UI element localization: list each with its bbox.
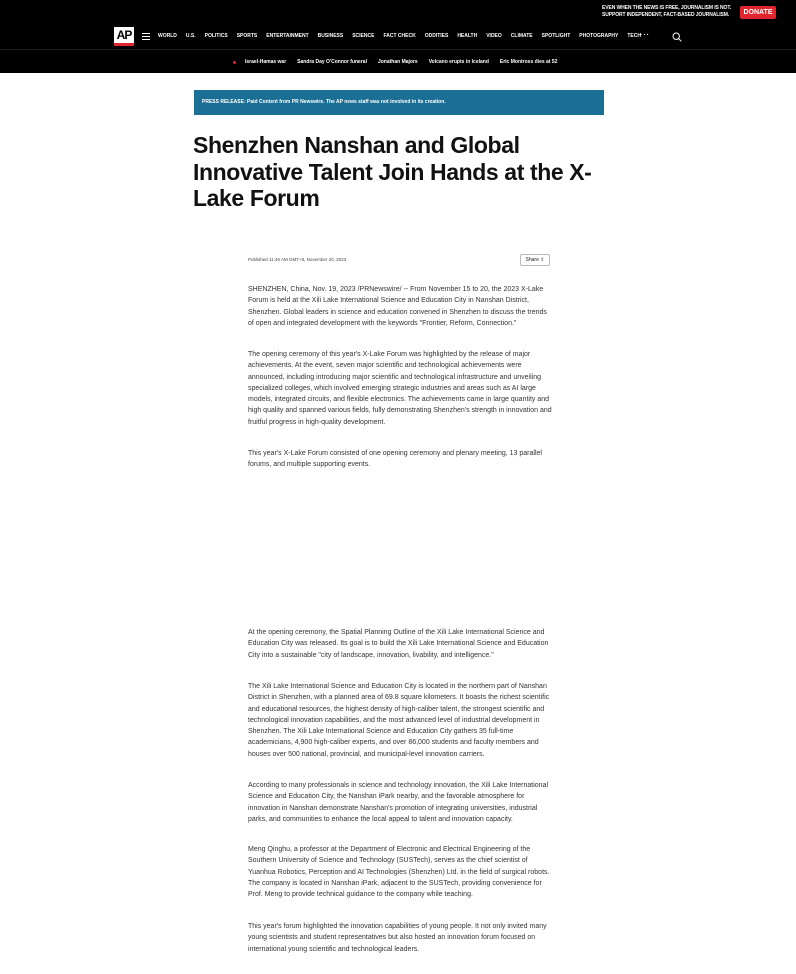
published-timestamp: Published 11:46 AM GMT+8, November 20, 2023: [248, 257, 347, 262]
top-promo-bar: [0, 0, 796, 24]
trending-bar: [0, 49, 796, 73]
press-release-banner: [194, 90, 604, 115]
nav-item-us[interactable]: U.S.: [185, 33, 196, 39]
nav-item-spotlight[interactable]: SPOTLIGHT: [541, 33, 571, 39]
trending-item[interactable]: Jonathan Majors: [377, 59, 418, 65]
nav-item-tech[interactable]: TECH: [627, 33, 641, 39]
article-paragraph: The opening ceremony of this year's X-Lake Forum was highlighted by the release of major achievements. At the event, seven major scientific and technological achievements were announced, including introducing major scientific and technological infrastructure and unveiling specialized colleges, which involved emerging strategic industries and areas such as AI large models, integrated circuits, and flexible electronics. The achievements came in large quantity and high quality and spanned various fields, fully demonstrating Shenzhen's strength in innovation and fruitful progress in high-quality development.: [248, 351, 552, 426]
nav-item-photography[interactable]: PHOTOGRAPHY: [579, 33, 619, 39]
trending-item[interactable]: Volcano erupts in Iceland: [428, 59, 489, 65]
trending-item[interactable]: Eric Montross dies at 52: [499, 59, 558, 65]
share-label: Share: [525, 257, 539, 263]
nav-item-health[interactable]: HEALTH: [457, 33, 478, 39]
article-paragraph: This year's forum highlighted the innovation capabilities of young people. It not only invited many young scientists and student representatives but also hosted an innovation forum focused on international young scientific and technological leaders.: [248, 923, 547, 953]
logo-text: AP: [116, 28, 132, 42]
nav-list: [158, 33, 641, 39]
share-button[interactable]: [520, 254, 550, 266]
nav-item-climate[interactable]: CLIMATE: [510, 33, 533, 39]
share-icon: ⇪: [540, 257, 545, 263]
logo-red-bar: [114, 43, 134, 46]
nav-item-world[interactable]: WORLD: [158, 33, 177, 39]
press-release-notice: PRESS RELEASE: Paid Content from PR Newswire. The AP news staff was not involved in its creation.: [202, 99, 446, 105]
article-paragraph: Meng Qinghu, a professor at the Department of Electronic and Electrical Engineering of the Southern University of Science and Technology (SUSTech), serves as the chief scientist of Yuanhua Robotics, Perception and AI Technologies (Shenzhen) Ltd. in the field of surgical robots. The company is located in Nanshan iPark, adjacent to the SUSTech, providing convenience for Prof. Meng to provide technical guidance to the company while teaching.: [248, 846, 550, 899]
ap-logo[interactable]: [114, 27, 134, 46]
nav-item-politics[interactable]: POLITICS: [204, 33, 228, 39]
trending-item[interactable]: Sandra Day O'Connor funeral: [297, 59, 367, 65]
nav-item-fact-check[interactable]: FACT CHECK: [383, 33, 416, 39]
trending-item[interactable]: Israel-Hamas war: [245, 59, 287, 65]
nav-item-video[interactable]: VIDEO: [486, 33, 502, 39]
donate-button[interactable]: DONATE: [740, 6, 776, 19]
nav-item-science[interactable]: SCIENCE: [352, 33, 375, 39]
article-paragraph: The Xili Lake International Science and Education City is located in the northern part of Nanshan District in Shenzhen, with a planned area of 69.8 square kilometers. It boasts the richest scientific and educational resources, the highest density of high-caliber talent, the strongest scientific and technological innovation capabilities, and the most advanced level of industrial development in Shenzhen. The Xili Lake International Science and Education City gathers 35 full-time academicians, 4,900 high-caliber experts, and over 86,000 students and faculty members and houses over 500 national, provincial, and municipal-level innovation carriers.: [248, 683, 550, 758]
main-nav: [0, 24, 796, 49]
support-promo[interactable]: [602, 5, 742, 19]
article-paragraph: This year's X-Lake Forum consisted of one opening ceremony and plenary meeting, 13 parallel forums, and multiple supporting events.: [248, 450, 542, 469]
promo-line-2: SUPPORT INDEPENDENT, FACT-BASED JOURNALISM.: [602, 12, 730, 18]
nav-item-entertainment[interactable]: ENTERTAINMENT: [266, 33, 309, 39]
menu-icon[interactable]: [142, 33, 150, 40]
article-paragraph: SHENZHEN, China, Nov. 19, 2023 /PRNewswire/ -- From November 15 to 20, the 2023 X-Lake Forum is held at the Xili Lake International Science and Education City in Nanshan District, Shenzhen. Global leaders in science and education convened in Shenzhen to discuss the trends of open and integrated development with the keywords "Frontier, Reform, Connection.": [248, 286, 547, 327]
more-menu-icon[interactable]: ···: [640, 32, 650, 39]
search-icon[interactable]: [672, 32, 682, 42]
trending-dot-icon: [233, 61, 236, 64]
nav-item-sports[interactable]: SPORTS: [236, 33, 258, 39]
promo-line-1: EVEN WHEN THE NEWS IS FREE, JOURNALISM IS NOT.: [602, 5, 732, 11]
article-headline: Shenzhen Nanshan and Global Innovative Talent Join Hands at the X-Lake Forum: [193, 132, 592, 211]
trending-list: [245, 59, 557, 65]
nav-item-business[interactable]: BUSINESS: [317, 33, 344, 39]
article-paragraph: According to many professionals in science and technology innovation, the Xili Lake International Science and Education City, the Nanshan iPark nearby, and the favorable atmosphere for innovation in Nanshan demonstrate Nanshan's promotion of integrating universities, industrial parks, and communities to enhance the local appeal to talent and innovation capacity.: [248, 782, 549, 823]
nav-item-oddities[interactable]: ODDITIES: [424, 33, 449, 39]
article-paragraph: At the opening ceremony, the Spatial Planning Outline of the Xili Lake International Science and Education City was released. Its goal is to build the Xili Lake International Science and Education City into a sustainable "city of landscape, innovation, livability, and intelligence.": [248, 629, 549, 659]
